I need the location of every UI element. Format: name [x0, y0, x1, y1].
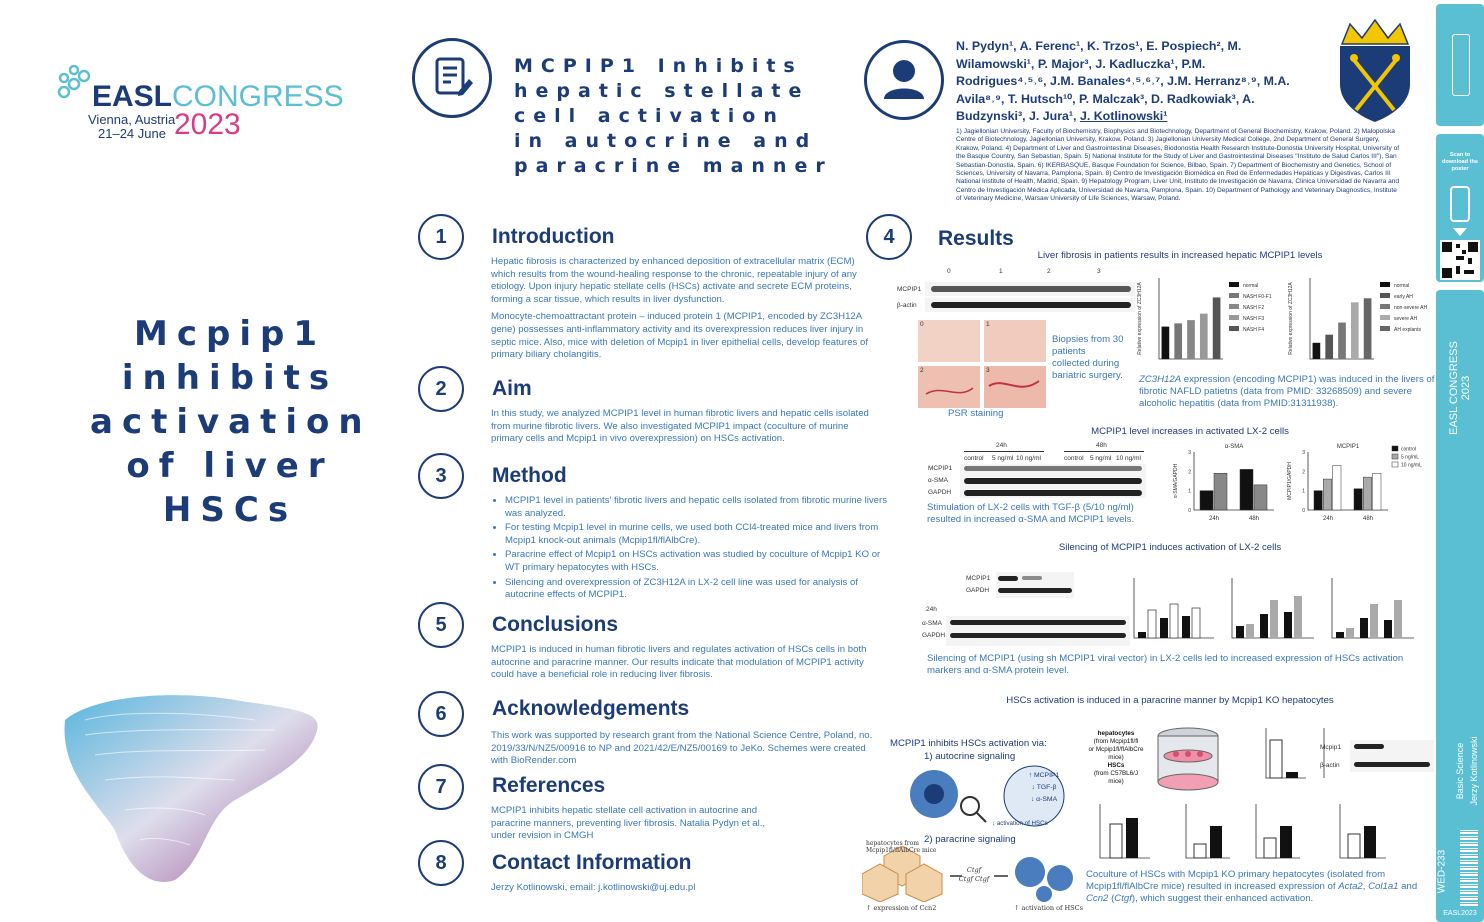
fig2-dose: control: [964, 455, 984, 462]
legend-label: normal: [1243, 283, 1259, 289]
authors: [956, 38, 1331, 126]
fig4-transwell-icon: [1152, 724, 1224, 794]
logo-congress: CONGRESS: [172, 80, 344, 113]
section-title: Method: [492, 464, 567, 487]
psr-panel-label: 1: [986, 321, 990, 328]
poster-title-line: hepatic stellate: [514, 80, 810, 102]
fig2-caption: Stimulation of LX-2 cells with TGF-β (5/10 ng/ml) resulted in increased α-SMA and MCPIP1 levels.: [927, 502, 1135, 525]
section-title: Results: [938, 227, 1014, 250]
fig3-title: Silencing of MCPIP1 induces activation of LX-2 cells: [1058, 542, 1282, 553]
tick-label: 3: [1188, 450, 1191, 456]
fig4-coculture-labels: [1080, 730, 1152, 786]
chart-title: MCPIP1: [1336, 444, 1360, 450]
chart-bar: [1214, 473, 1227, 510]
fig4-marker: ↓ α-SMA: [1030, 796, 1058, 803]
easl-dots-icon: [54, 62, 94, 102]
fig2-chart-asma: [1170, 440, 1282, 522]
fig4-caption-text: Coculture of HSCs with Mcpip1 KO primary hepatocytes (isolated from Mcpip1fl/flAlbCre mice) resulted in increased expression of: [1086, 869, 1386, 892]
legend-swatch: [1380, 326, 1390, 331]
section-title: Conclusions: [492, 613, 619, 636]
aim-paragraph: In this study, we analyzed MCPIP1 level in human fibrotic livers and hepatic cells isolated from murine fibrotic livers. We also investigated MCPIP1 impact (coculture of murine primary cells and Mcpip1 in vivo overexpression) on HSCs activation.: [491, 408, 869, 445]
chart-bar: [1373, 473, 1381, 510]
tick-label: 24h: [1322, 516, 1334, 522]
fig4-cocult-line: (from Mcpip1fl/fl: [1093, 738, 1139, 745]
fig4-caption-gene: Ctgf: [1114, 893, 1132, 904]
side-title-line: HSCs: [162, 490, 298, 530]
fig1-lane: 0: [947, 268, 951, 275]
fig4-title: HSCs activation is induced in a paracrine manner by Mcpip1 KO hepatocytes: [1006, 695, 1334, 706]
legend-label: NASH F4: [1243, 327, 1265, 333]
download-label: Scan to download the poster: [1441, 152, 1479, 172]
chart-title: α-SMA: [1224, 444, 1244, 450]
fig3-western-blot-top: [966, 566, 1076, 598]
chart-bar: [1338, 323, 1346, 359]
tick-label: 2: [1188, 469, 1191, 476]
logo-year: 2023: [174, 108, 241, 141]
fig4-ctgf-label: Ctgf: [958, 875, 973, 883]
section-number: 1: [418, 214, 464, 260]
method-item: • Paracrine effect of Mcpip1 on HSCs activation was studied by coculture of Mcpip1 KO or WT primary hepatocytes with HSCs.: [505, 549, 890, 574]
acknowledgements-paragraph: This work was supported by research grant from the National Science Centre, Poland, no. 2019/33/N/NZ5/00916 to NP and 2021/42/E/NZ5/00169 to JeKo. Schemes were created with BioRender.com: [491, 730, 873, 767]
document-icon: [412, 38, 492, 118]
chart-bar: [1240, 469, 1253, 510]
poster-title-line: MCPIP1 Inhibits: [514, 55, 803, 77]
fig4-caption-text: (: [1108, 893, 1115, 904]
arrow-down-icon: [1453, 228, 1467, 236]
fig4-caption-gene: Acta2: [1338, 881, 1363, 892]
chart-bar: [1187, 320, 1195, 359]
logo-dates: 21–24 June: [98, 126, 166, 141]
section-number: 6: [418, 691, 464, 737]
fig1-row-label: MCPIP1: [897, 286, 922, 293]
chart-bar: [1313, 343, 1321, 359]
fig1-lane: 2: [1047, 268, 1051, 275]
psr-label: PSR staining: [948, 408, 1004, 419]
tick-label: 1: [1188, 488, 1191, 495]
legend-label: NASH F2: [1243, 305, 1265, 311]
section-title: References: [492, 774, 606, 797]
legend-swatch: [1229, 282, 1239, 287]
side-title-line: of liver: [126, 446, 334, 486]
fig2-row-label: GAPDH: [928, 489, 952, 496]
liver-illustration: [55, 690, 330, 890]
chart-bar: [1213, 297, 1221, 359]
legend-label: non-severe AH: [1394, 305, 1428, 311]
legend-label: NASH F0-F1: [1243, 294, 1272, 300]
tick-label: 1: [1302, 488, 1305, 495]
tick-label: 3: [1302, 450, 1305, 456]
legend-label: NASH F3: [1243, 316, 1265, 322]
poster-title-line: cell activation: [514, 105, 785, 127]
logo-brand: EASL: [92, 80, 173, 113]
tick-label: 48h: [1248, 516, 1260, 522]
intro-paragraph: [491, 256, 876, 362]
fig4-cocult-line: or Mcpip1fl/flAlbCre: [1088, 746, 1144, 753]
legend-swatch: [1229, 315, 1239, 320]
intro-p1: Hepatic fibrosis is characterized by enhanced deposition of extracellular matrix (ECM) which results from the wound-healing response to the chronic, repeatable injury of any etiology. Upon injury hepatic stellate cells (HSCs) activate and secrete ECM proteins, forming a scar tissue, which results in liver dysfunction.: [491, 256, 857, 305]
chart-bar: [1354, 489, 1362, 510]
easl-logo: [54, 60, 344, 141]
fig4-cocult-line: mice): [1108, 754, 1124, 761]
legend-label: control: [1401, 446, 1417, 453]
fig2-dose: 5 ng/ml: [992, 455, 1014, 462]
fig4-marker: ↓ TGF-β: [1031, 784, 1057, 791]
chart-bar: [1174, 323, 1182, 359]
fig4-cocult-line: mice): [1108, 778, 1124, 785]
chart-bar: [1325, 335, 1333, 359]
fig4-activation-down: ↓ activation of HSCs: [992, 820, 1048, 827]
legend-label: early AH: [1394, 294, 1413, 300]
tick-label: 0: [1188, 508, 1191, 514]
legend-label: 10 ng/mL: [1401, 462, 1422, 469]
psr-panel-label: 0: [920, 321, 924, 328]
legend-label: severe AH: [1394, 316, 1418, 322]
fig4-scheme-title: MCPIP1 inhibits HSCs activation via:: [890, 738, 1047, 749]
authors-line: Avila⁸˒⁹, T. Hutsch¹⁰, P. Malczak³, D. Radkowiak³, A.: [956, 91, 1255, 106]
axis-label: Relative expression of ZC3H12A: [1288, 282, 1294, 355]
authors-line: Wilamowski¹, P. Major³, J. Kadluczka¹, P.M.: [956, 56, 1206, 71]
fig1-caption-text: expression (encoding MCPIP1) was induced in the livers of fibrotic NAFLD patietns (data from PMID: 33268509) and severe alcoholic hepatitis (data from PMID:31311938).: [1139, 374, 1435, 409]
congress-tab: [1436, 290, 1484, 922]
legend-swatch: [1229, 304, 1239, 309]
logo-location: Vienna, Austria: [88, 112, 176, 127]
chart-bar: [1351, 302, 1359, 359]
fig1-caption: [1139, 374, 1444, 410]
chart-bar: [1314, 491, 1322, 510]
fig1-chart-nash: [1133, 272, 1283, 367]
fig4-expression-label: ↑ expression of Ccn2: [866, 904, 937, 912]
fig2-time: 24h: [996, 442, 1007, 449]
psr-histology: [918, 320, 1048, 408]
section-number: 5: [418, 602, 464, 648]
chart-bar: [1200, 491, 1213, 510]
section-title: Contact Information: [492, 851, 692, 874]
side-title-line: Mcpip1: [134, 314, 326, 354]
legend-label: AH explants: [1394, 327, 1421, 333]
legend-swatch: [1380, 304, 1390, 309]
section-number: 7: [418, 764, 464, 810]
method-list: [491, 495, 890, 604]
legend-swatch: [1380, 315, 1390, 320]
fig2-dose: control: [1064, 455, 1084, 462]
axis-label: α-SMA/GAPDH: [1173, 463, 1179, 499]
fig1-title: Liver fibrosis in patients results in increased hepatic MCPIP1 levels: [1037, 250, 1323, 261]
axis-label: MCPIP1/GAPDH: [1287, 462, 1293, 500]
poster-brand-tab[interactable]: [1436, 4, 1484, 126]
fig1-chart-ah: [1284, 272, 1434, 367]
psr-panel-label: 3: [986, 367, 990, 374]
chart-bar: [1364, 298, 1372, 359]
tick-label: 2: [1302, 469, 1305, 476]
fig4-ctgf-label: Ctgf: [966, 866, 982, 874]
fig2-dose: 10 ng/ml: [1016, 455, 1041, 462]
chart-bar: [1363, 477, 1371, 510]
method-item: • For testing Mcpip1 level in murine cells, we used both CCl4-treated mice and livers from Mcpip1 knock-out animals (Mcpip1fl/flAlbCre).: [505, 522, 890, 547]
legend-swatch: [1229, 293, 1239, 298]
side-title-line: inhibits: [121, 358, 339, 398]
fig2-chart-mcpip1: [1284, 440, 1436, 522]
section-number: 4: [866, 214, 912, 260]
conclusions-paragraph: MCPIP1 is induced in human fibrotic livers and regulates activation of HSCs cells in both autocrine and paracrine manner. Our results indicate that modulation of MCPIP1 activity could have a beneficial role in reducing liver fibrosis.: [491, 644, 867, 681]
poster-title: [514, 54, 844, 179]
intro-p2: Monocyte-chemoattractant protein – induced protein 1 (MCPIP1, encoded by ZC3H12A gene) possesses anti-inflammatory activity and its overexpression reduces liver injury in septic mice. Also, mice with deletion of Mcpip1 in liver epithelial cells, develop features of primary biliary cholangitis.: [491, 311, 869, 361]
fig4-autocrine: 1) autocrine signaling: [924, 751, 1016, 762]
fig3-caption: Silencing of MCPIP1 (using sh MCPIP1 viral vector) in LX-2 cells led to increased expression of HSCs activation markers and α-SMA protein level.: [927, 653, 1404, 676]
fig4-caption-gene: Ccn2: [1086, 893, 1109, 904]
fig4-caption-text: ), which suggest their enhanced activation.: [1131, 893, 1314, 904]
fig2-row-label: MCPIP1: [928, 465, 953, 472]
sidebar-code: WED-233: [1436, 849, 1448, 894]
poster-title-line: paracrine manner: [514, 155, 833, 177]
legend-label: 5 ng/mL: [1401, 454, 1420, 461]
tick-label: 24h: [1208, 516, 1220, 522]
fig3-time: 24h: [926, 606, 937, 613]
fig1-row-label: β-actin: [897, 302, 917, 309]
fig4-caption-gene: Col1a1: [1368, 881, 1399, 892]
section-number: 3: [418, 453, 464, 499]
contact-paragraph: Jerzy Kotlinowski, email: j.kotlinowski@uj.edu.pl: [491, 882, 696, 893]
fig4-wb-row: Mcpip1: [1320, 744, 1341, 751]
tick-label: 48h: [1362, 516, 1374, 522]
fig4-ctgf: [954, 866, 994, 884]
fig2-western-blot: [928, 440, 1146, 500]
axis-label: Relative expression of ZC3H12A: [1137, 282, 1143, 355]
fig2-time: 48h: [1096, 442, 1107, 449]
fig4-cell-markers: [1012, 770, 1076, 806]
legend-swatch: [1392, 454, 1398, 459]
fig2-dose: 5 ng/ml: [1090, 455, 1112, 462]
fig1-caption-gene: ZC3H12A: [1139, 374, 1182, 385]
fig4-hep-label: hepatocytes from Mcpip1fl/flAlbCre mice: [866, 840, 937, 854]
authors-line: Rodrigues⁴˒⁵˒⁶, J.M. Banales⁴˒⁵˒⁶˒⁷, J.M. Herranz⁸˒⁹, M.A.: [956, 74, 1290, 88]
section-number: 8: [418, 840, 464, 886]
fig4-caption: [1086, 869, 1424, 905]
fig3-bar-charts: [1124, 574, 1424, 646]
fig4-bottom-charts: [1090, 800, 1420, 862]
fig4-cocult-line: hepatocytes: [1097, 730, 1135, 737]
barcode-icon: [1460, 830, 1478, 906]
fig1-lane: 3: [1097, 268, 1101, 275]
psr-panel-label: 2: [920, 367, 924, 374]
side-title-line: activation: [90, 402, 372, 442]
fig2-dose: 10 ng/ml: [1116, 455, 1141, 462]
fig3-row-label: α-SMA: [922, 620, 943, 627]
chart-bar: [1323, 479, 1331, 510]
poster-title-line: in autocrine and: [514, 130, 818, 152]
fig1-western-blot: [897, 266, 1135, 314]
download-tab[interactable]: [1436, 134, 1484, 282]
chart-bar: [1254, 485, 1267, 510]
poster-brand-logo-icon: [1452, 34, 1470, 96]
fig4-paracrine: 2) paracrine signaling: [924, 834, 1016, 845]
fig4-cocult-line: (from C57BL6/J: [1093, 770, 1139, 777]
method-item: • MCPIP1 level in patients' fibrotic livers and hepatic cells isolated from fibrotic murine livers was analyzed.: [505, 495, 890, 520]
section-title: Acknowledgements: [492, 697, 690, 720]
sidebar-footer: EASL2023: [1443, 910, 1477, 917]
chart-bar: [1200, 314, 1208, 359]
legend-swatch: [1229, 326, 1239, 331]
sidebar-author: Jerzy Kotlinowski: [1469, 736, 1479, 806]
legend-swatch: [1392, 446, 1398, 451]
fig2-title: MCPIP1 level increases in activated LX-2 cells: [1091, 426, 1289, 437]
fig4-activation-label: ↑ activation of HSCs: [1014, 904, 1083, 912]
fig2-row-label: α-SMA: [928, 477, 949, 484]
user-icon: [864, 40, 944, 120]
sidebar-category: Basic Science: [1455, 742, 1465, 800]
fig1-lane: 1: [999, 268, 1003, 275]
qr-code[interactable]: [1440, 240, 1480, 280]
chart-bar: [1333, 466, 1341, 510]
fig3-row-label: MCPIP1: [966, 575, 991, 582]
fig3-row-label: GAPDH: [966, 587, 990, 594]
method-item: • Silencing and overexpression of ZC3H12A in LX-2 cell line was used for analysis of autocrine effects of MCPIP1.: [505, 577, 890, 602]
fig4-marker: ↑ MCPIP1: [1028, 772, 1060, 779]
section-title: Aim: [492, 377, 532, 400]
fig4-cocult-line: HSCs: [1107, 762, 1125, 769]
fig4-caption-text: ,: [1362, 881, 1369, 892]
legend-swatch: [1380, 293, 1390, 298]
corresponding-author-link[interactable]: J. Kotlinowski¹: [1079, 109, 1168, 123]
section-number: 2: [418, 366, 464, 412]
affiliations: 1) Jagiellonian University, Faculty of Biochemistry, Biophysics and Biotechnology, Department of General Biochemistry, Krakow, Poland. 2) Malopolska Centre of Biotechnology, Jagiellonian University, Krakow, Poland. 3) Jagiellonian University Medical College, 2nd Department of General Surgery, Krakow, Poland. 4) Department of Liver and Gastrointestinal Diseases, Biodonostia Health Research Institute-Donostia University Hospital, University of the Basque Country, San Sebastian, Spain. 5) National Institute for the Study of Liver and Gastrointestinal Diseases "Instituto de Salud Carlos III"), San Sebastian-Donostia, Spain. 6) IKERBASQUE, Basque Foundation for Science, Bilbao, Spain. 7) Department of Biochemistry and Genetics, School of Sciences, University of Navarra, Pamplona, Spain. 8) Centro de Investigación Biomédica en Red de Enfermedades Hepáticas y Digestivas, Carlos III National Institute of Health, Madrid, Spain. 9) Hepatology Program, Liver Unit, Instituto de Investigación de Navarra, Clinica Universidad de Navarra and Centro de Investigación Médica Aplicada, Universidad de Navarra, Pamplona, Spain. 10) Department of Pathology and Veterinary Diagnostics, Institute of Veterinary Medicine, Warsaw University of Life Sciences, Warsaw, Poland.: [956, 128, 1400, 203]
authors-line: Budzynski³, J. Jura¹,: [956, 109, 1080, 123]
tick-label: 0: [1302, 508, 1305, 514]
references-paragraph: MCPIP1 inhibits hepatic stellate cell activation in autocrine and paracrine manners, preventing liver fibrosis. Natalia Pydyn et al., under revision in CMGH: [491, 805, 766, 842]
fig4-wb: [1320, 730, 1434, 774]
university-crest-icon: [1336, 14, 1414, 124]
authors-line: N. Pydyn¹, A. Ferenc¹, K. Trzos¹, E. Pospiech², M.: [956, 39, 1242, 53]
chart-bar: [1162, 327, 1170, 359]
legend-swatch: [1392, 462, 1398, 467]
legend-swatch: [1380, 282, 1390, 287]
fig4-caption-text: and: [1398, 881, 1418, 892]
section-title: Introduction: [492, 225, 615, 248]
sidebar-congress: EASL CONGRESS 2023: [1448, 341, 1472, 435]
biopsy-note: Biopsies from 30 patients collected during bariatric surgery.: [1052, 334, 1124, 381]
legend-label: normal: [1394, 283, 1410, 289]
fig4-wb-row: β-actin: [1320, 762, 1340, 769]
fig3-row-label: GAPDH: [922, 632, 946, 639]
side-title: [90, 312, 370, 532]
fig4-ctgf-label: Ctgf: [975, 875, 990, 883]
phone-icon: [1450, 186, 1470, 222]
